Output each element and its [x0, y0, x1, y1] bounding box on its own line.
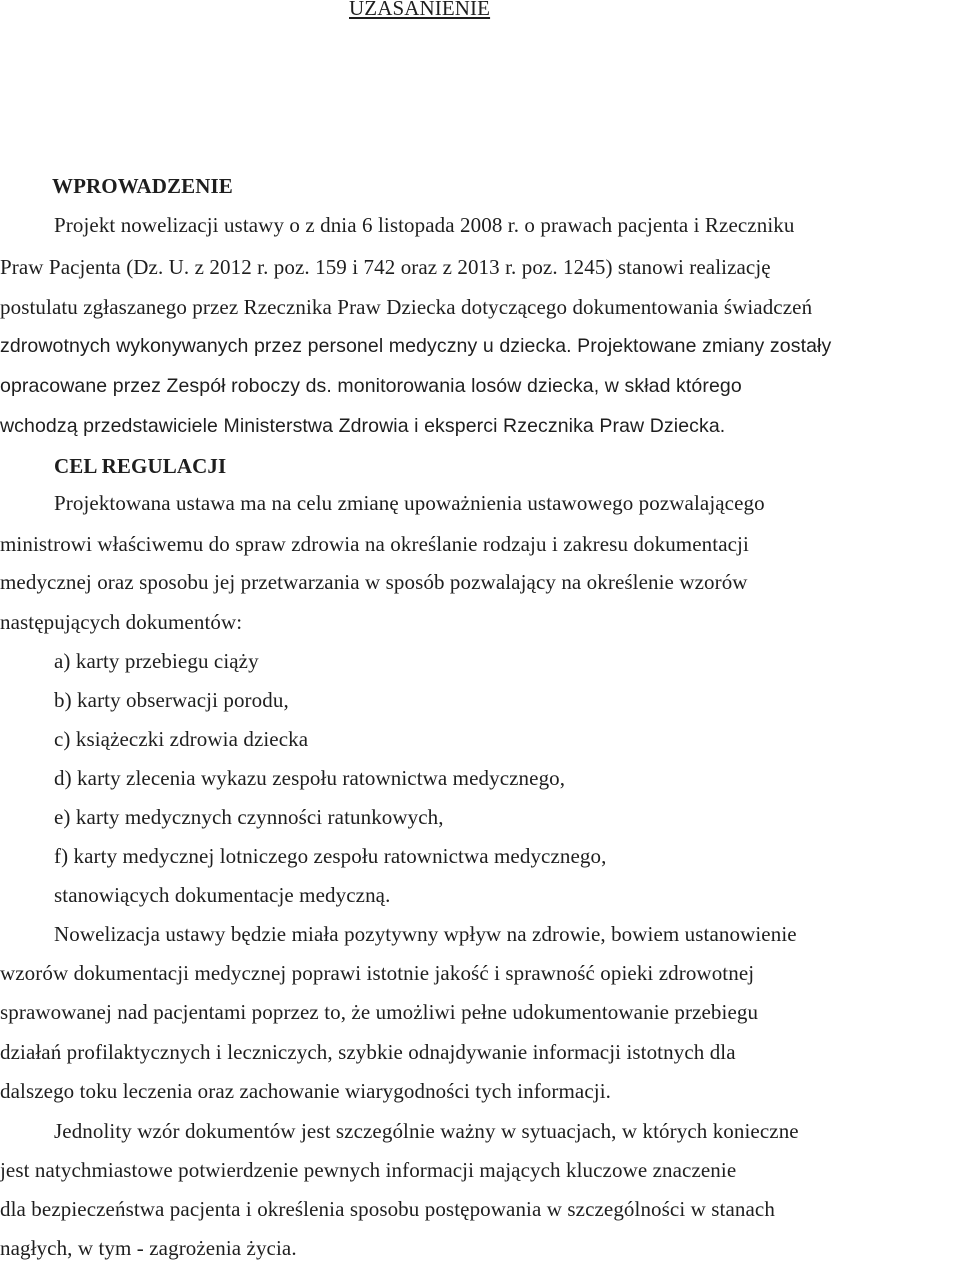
- list-item: f) karty medycznej lotniczego zespołu ratownictwa medycznego,: [54, 844, 607, 868]
- list-item: e) karty medycznych czynności ratunkowych,: [54, 805, 444, 829]
- list-item: b) karty obserwacji porodu,: [54, 688, 289, 712]
- para2-line-3: sprawowanej nad pacjentami poprzez to, że umożliwi pełne udokumentowanie przebiegu: [0, 1000, 759, 1024]
- intro-line-6: wchodzą przedstawiciele Ministerstwa Zdrowia i eksperci Rzecznika Praw Dziecka.: [0, 415, 726, 437]
- list-item: c) książeczki zdrowia dziecka: [54, 727, 309, 751]
- section-heading-goal: CEL REGULACJI: [54, 454, 227, 478]
- goal-line-2: ministrowi właściwemu do spraw zdrowia na określanie rodzaju i zakresu dokumentacji: [0, 532, 749, 556]
- para2-line-5: dalszego toku leczenia oraz zachowanie wiarygodności tych informacji.: [0, 1079, 611, 1103]
- para2-line-2: wzorów dokumentacji medycznej poprawi istotnie jakość i sprawność opieki zdrowotnej: [0, 961, 755, 985]
- para3-line-4: nagłych, w tym - zagrożenia życia.: [0, 1236, 297, 1260]
- para3-line-3: dla bezpieczeństwa pacjenta i określenia sposobu postępowania w szczególności w stanach: [0, 1197, 775, 1221]
- list-item: a) karty przebiegu ciąży: [54, 649, 259, 673]
- intro-line-5: opracowane przez Zespół roboczy ds. monitorowania losów dziecka, w skład którego: [0, 375, 742, 397]
- para3-line-2: jest natychmiastowe potwierdzenie pewnych informacji mających kluczowe znaczenie: [0, 1158, 737, 1182]
- para3-line-1: Jednolity wzór dokumentów jest szczególnie ważny w sytuacjach, w których konieczne: [54, 1119, 799, 1143]
- list-item: d) karty zlecenia wykazu zespołu ratownictwa medycznego,: [54, 766, 566, 790]
- intro-line-3: postulatu zgłaszanego przez Rzecznika Praw Dziecka dotyczącego dokumentowania świadczeń: [0, 295, 813, 319]
- intro-line-2: Praw Pacjenta (Dz. U. z 2012 r. poz. 159 i 742 oraz z 2013 r. poz. 1245) stanowi realizację: [0, 255, 771, 279]
- para2-line-4: działań profilaktycznych i leczniczych, szybkie odnajdywanie informacji istotnych dla: [0, 1040, 736, 1064]
- goal-line-3: medycznej oraz sposobu jej przetwarzania w sposób pozwalający na określenie wzorów: [0, 570, 748, 594]
- intro-line-1: Projekt nowelizacji ustawy o z dnia 6 listopada 2008 r. o prawach pacjenta i Rzeczniku: [54, 213, 795, 237]
- list-closing: stanowiących dokumentacje medyczną.: [54, 883, 391, 907]
- goal-line-4: następujących dokumentów:: [0, 610, 243, 634]
- section-heading-intro: WPROWADZENIE: [52, 174, 233, 198]
- para2-line-1: Nowelizacja ustawy będzie miała pozytywny wpływ na zdrowie, bowiem ustanowienie: [54, 922, 797, 946]
- intro-line-4: zdrowotnych wykonywanych przez personel medyczny u dziecka. Projektowane zmiany zostały: [0, 335, 832, 357]
- document-title: UZASANIENIE: [349, 0, 491, 20]
- goal-line-1: Projektowana ustawa ma na celu zmianę upoważnienia ustawowego pozwalającego: [54, 491, 765, 515]
